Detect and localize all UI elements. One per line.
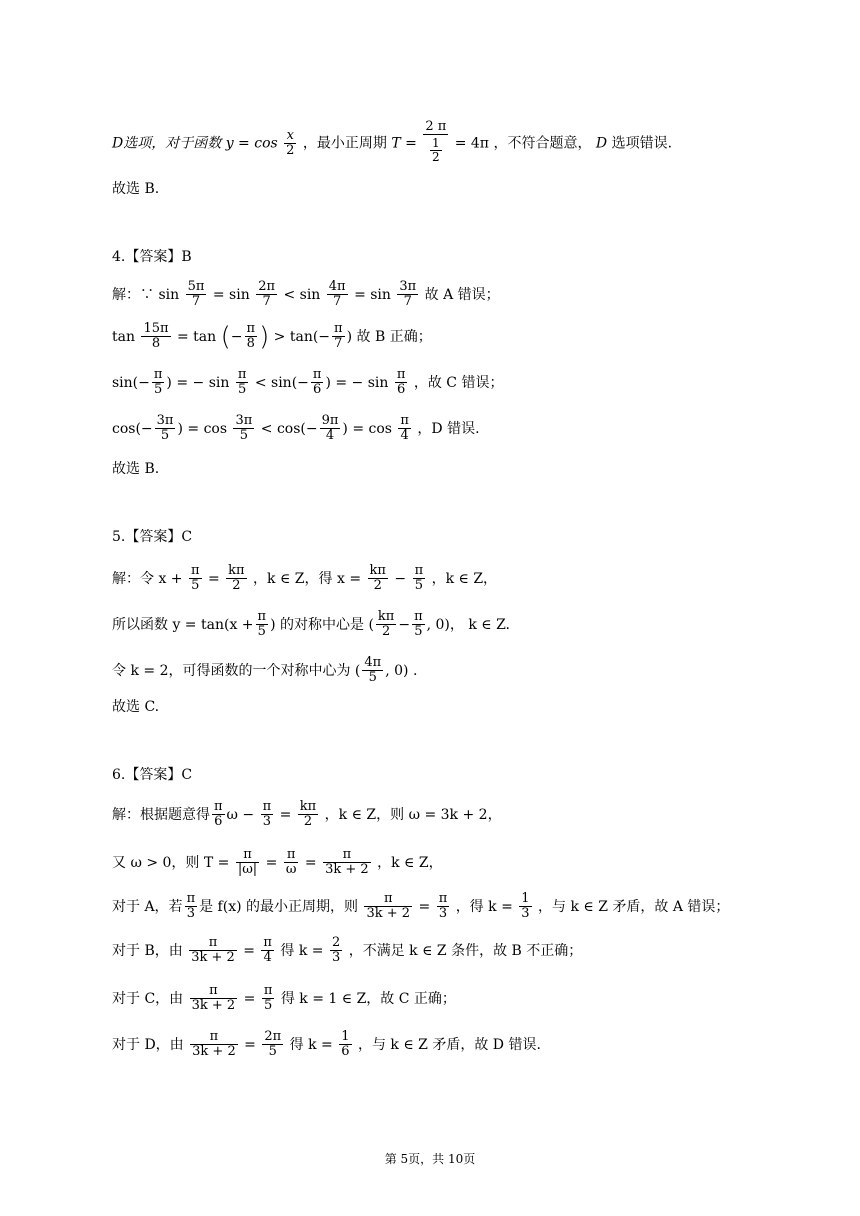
conclusion-b-2: 故选 B. [112, 461, 160, 477]
fraction-x-over-2: $\frac{x}{2}$ [286, 127, 295, 158]
answer-4-line-2: tan $\frac{15\pi}{8}$ = tan (− $\frac{\pi}{8}$ ) > tan(− $\frac{\pi}{7}$ ) 故 B 正确； [112, 321, 432, 352]
answer-6-line-4: 对于 B，由 $\frac{\pi}{3k + 2}$ = $\frac{\pi}{4}$ 得 k = $\frac{2}{3}$ ，不满足 k ∈ Z 条件，故 B 不正确； [112, 935, 583, 966]
answer-4-line-1: 解：∵ sin $\frac{5\pi}{7}$ = sin $\frac{2\pi}{7}$ < sin $\frac{4\pi}{7}$ = sin $\frac{3\pi}{7}$ 故 A 错误； [112, 279, 500, 310]
answer-5-heading: 5.【答案】C [112, 529, 193, 545]
answer-5-line-1: 解：令 x + $\frac{\pi}{5}$ = $\frac{k\pi}{2}$ ，k ∈ Z，得 x = $\frac{k\pi}{2}$ − $\frac{\pi}{5}$ ，k ∈ Z， [112, 563, 498, 594]
answer-6-line-5: 对于 C，由 $\frac{\pi}{3k + 2}$ = $\frac{\pi}{5}$ 得 k = 1 ∈ Z，故 C 正确； [112, 983, 456, 1014]
answer-6-line-6: 对于 D，由 $\frac{\pi}{3k + 2}$ = $\frac{2\pi}{5}$ 得 k = $\frac{1}{6}$ ，与 k ∈ Z 矛盾，故 D 错误. [112, 1029, 541, 1060]
answer-6-heading: 6.【答案】C [112, 767, 193, 783]
line-d-option: D选项，对于函数 y = cos $\frac{x}{2}$ ，最小正周期 T = $\frac{2 \pi}{\frac{1}{2}}$ = 4π ，不符合题意， D 选项错误. [112, 120, 672, 167]
answer-4-heading: 4.【答案】B [112, 249, 192, 265]
answer-6-line-1: 解：根据题意得 $\frac{\pi}{6}$ ω − $\frac{\pi}{3}$ = $\frac{k\pi}{2}$ ，k ∈ Z，则 ω = 3k + 2， [112, 799, 502, 830]
answer-6-line-2: 又 ω > 0，则 T = $\frac{\pi}{|\omega|}$ = $\frac{\pi}{\omega}$ = $\frac{\pi}{3k + 2}$ ，k ∈ Z， [112, 847, 443, 878]
answer-5-line-2: 所以函数 y = tan(x + $\frac{\pi}{5}$ ) 的对称中心是 ( $\frac{k\pi}{2}$ − $\frac{\pi}{5}$ , 0)， k ∈ Z. [112, 609, 511, 640]
answer-6-line-3: 对于 A，若 $\frac{\pi}{3}$ 是 f(x) 的最小正周期，则 $\frac{\pi}{3k + 2}$ = $\frac{\pi}{3}$ ，得 k = $\frac{1}{3}$ ，与 k ∈ Z 矛盾，故 A 错误； [112, 891, 730, 922]
answer-5-line-3: 令 k = 2，可得函数的一个对称中心为 ( $\frac{4\pi}{5}$ , 0) . [112, 655, 418, 686]
fraction-period: $\frac{2 \pi}{\frac{1}{2}}$ [425, 119, 447, 165]
conclusion-b-1: 故选 B. [112, 181, 160, 197]
page-footer: 第 5页，共 10页 [384, 1152, 476, 1166]
conclusion-c: 故选 C. [112, 699, 160, 715]
answer-4-line-3: sin(− $\frac{\pi}{5}$ ) = − sin $\frac{\pi}{5}$ < sin(− $\frac{\pi}{6}$ ) = − sin $\frac{\pi}{6}$ ，故 C 错误； [112, 367, 504, 398]
answer-4-line-4: cos(− $\frac{3\pi}{5}$ ) = cos $\frac{3\pi}{5}$ < cos(− $\frac{9\pi}{4}$ ) = cos $\frac{\pi}{4}$ ，D 错误. [112, 413, 480, 444]
